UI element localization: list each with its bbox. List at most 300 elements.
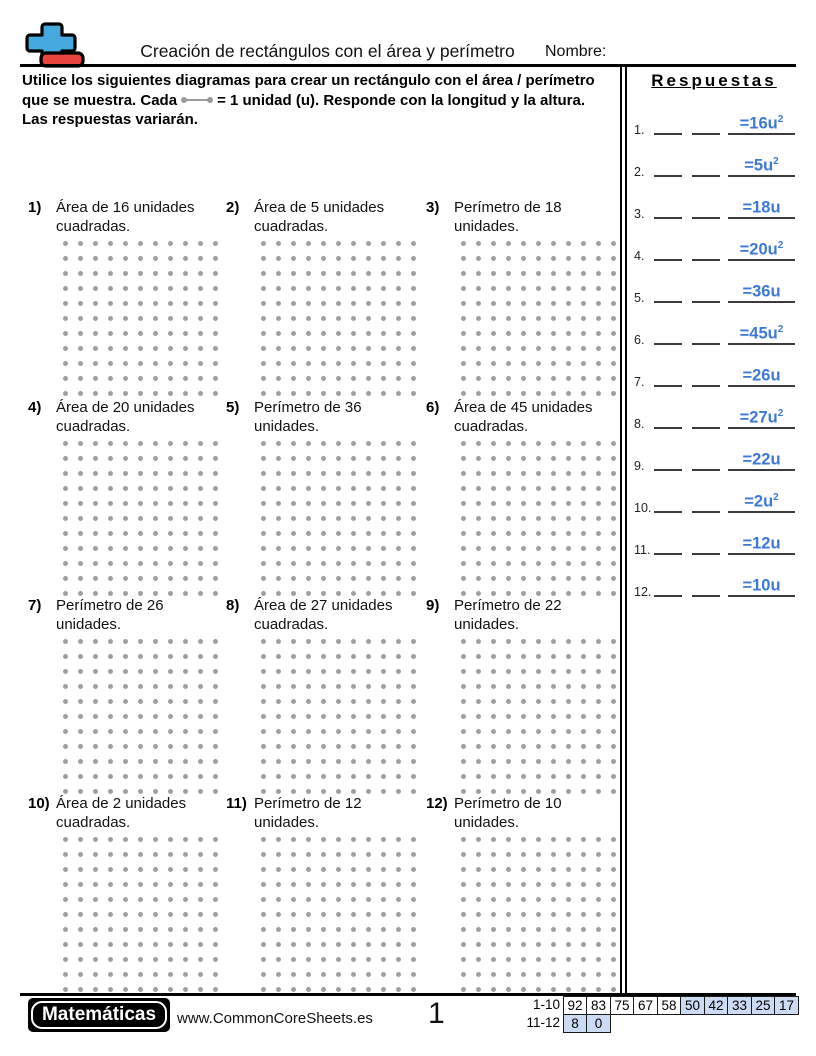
grid-dot bbox=[551, 639, 556, 644]
answer-blank-height[interactable] bbox=[692, 175, 720, 177]
grid-dot bbox=[566, 456, 571, 461]
website-link[interactable]: www.CommonCoreSheets.es bbox=[177, 1010, 373, 1027]
grid-dot bbox=[411, 927, 416, 932]
grid-dot bbox=[566, 957, 571, 962]
grid-dot bbox=[78, 486, 83, 491]
grid-dot bbox=[183, 286, 188, 291]
grid-dot bbox=[63, 654, 68, 659]
grid-dot bbox=[336, 942, 341, 947]
grid-dot bbox=[491, 957, 496, 962]
grid-dot bbox=[168, 759, 173, 764]
answer-blank-height[interactable] bbox=[692, 217, 720, 219]
grid-dot bbox=[153, 744, 158, 749]
answer-blank-height[interactable] bbox=[692, 595, 720, 597]
answer-blank-length[interactable] bbox=[654, 511, 682, 513]
grid-dot bbox=[521, 546, 526, 551]
grid-dot bbox=[306, 942, 311, 947]
grid-dot bbox=[381, 729, 386, 734]
grid-dot bbox=[491, 241, 496, 246]
grid-dot bbox=[108, 639, 113, 644]
grid-dot bbox=[123, 729, 128, 734]
grid-dot bbox=[566, 241, 571, 246]
grid-dot bbox=[476, 774, 481, 779]
grid-dot bbox=[336, 774, 341, 779]
dot-grid[interactable] bbox=[58, 436, 223, 601]
answer-value: =22u bbox=[742, 450, 781, 468]
answer-blank-length[interactable] bbox=[654, 343, 682, 345]
answer-blank-height[interactable] bbox=[692, 427, 720, 429]
grid-dot bbox=[321, 316, 326, 321]
answer-blank-result[interactable] bbox=[728, 195, 795, 220]
grid-dot bbox=[213, 346, 218, 351]
grid-dot bbox=[366, 546, 371, 551]
grid-dot bbox=[138, 501, 143, 506]
problem-number: 11) bbox=[226, 795, 247, 812]
grid-dot bbox=[396, 516, 401, 521]
grid-dot bbox=[78, 897, 83, 902]
grid-dot bbox=[138, 714, 143, 719]
grid-dot bbox=[138, 361, 143, 366]
grid-dot bbox=[213, 927, 218, 932]
grid-dot bbox=[411, 987, 416, 992]
answer-blank-result[interactable] bbox=[728, 405, 795, 430]
grid-dot bbox=[476, 316, 481, 321]
grid-dot bbox=[153, 987, 158, 992]
grid-dot bbox=[521, 744, 526, 749]
grid-dot bbox=[611, 957, 616, 962]
grid-dot bbox=[366, 684, 371, 689]
grid-dot bbox=[551, 286, 556, 291]
grid-dot bbox=[213, 639, 218, 644]
grid-dot bbox=[291, 471, 296, 476]
answer-blank-result[interactable] bbox=[728, 447, 795, 472]
page-number: 1 bbox=[428, 997, 445, 1030]
grid-dot bbox=[491, 699, 496, 704]
grid-dot bbox=[261, 441, 266, 446]
grid-dot bbox=[411, 301, 416, 306]
grid-dot bbox=[213, 471, 218, 476]
grid-dot bbox=[321, 501, 326, 506]
grid-dot bbox=[351, 927, 356, 932]
dot-grid[interactable] bbox=[256, 236, 421, 401]
answer-blank-height[interactable] bbox=[692, 553, 720, 555]
answer-blank-length[interactable] bbox=[654, 427, 682, 429]
grid-dot bbox=[491, 471, 496, 476]
grid-dot bbox=[476, 346, 481, 351]
grid-dot bbox=[521, 271, 526, 276]
grid-dot bbox=[138, 286, 143, 291]
grid-dot bbox=[123, 927, 128, 932]
grid-dot bbox=[536, 391, 541, 396]
grid-dot bbox=[381, 867, 386, 872]
grid-dot bbox=[93, 256, 98, 261]
grid-dot bbox=[276, 852, 281, 857]
grid-dot bbox=[351, 286, 356, 291]
grid-dot bbox=[566, 576, 571, 581]
grid-dot bbox=[566, 501, 571, 506]
problem-text: Perímetro de 18 unidades. bbox=[454, 199, 562, 235]
grid-dot bbox=[321, 714, 326, 719]
dot-grid[interactable] bbox=[456, 634, 621, 799]
grid-dot bbox=[138, 729, 143, 734]
grid-dot bbox=[366, 516, 371, 521]
grid-dot bbox=[381, 456, 386, 461]
answer-blank-height[interactable] bbox=[692, 385, 720, 387]
grid-dot bbox=[476, 546, 481, 551]
grid-dot bbox=[536, 852, 541, 857]
answer-number: 9. bbox=[634, 459, 645, 473]
grid-dot bbox=[336, 316, 341, 321]
answer-number: 4. bbox=[634, 249, 645, 263]
grid-dot bbox=[183, 346, 188, 351]
grid-dot bbox=[306, 546, 311, 551]
dot-grid[interactable] bbox=[456, 436, 621, 601]
grid-dot bbox=[351, 441, 356, 446]
grid-dot bbox=[461, 546, 466, 551]
grid-dot bbox=[336, 576, 341, 581]
grid-dot bbox=[506, 456, 511, 461]
grid-dot bbox=[198, 501, 203, 506]
grid-dot bbox=[336, 361, 341, 366]
answer-blank-result[interactable] bbox=[728, 573, 795, 598]
grid-dot bbox=[596, 669, 601, 674]
grid-dot bbox=[366, 256, 371, 261]
grid-dot bbox=[213, 774, 218, 779]
grid-dot bbox=[291, 957, 296, 962]
grid-dot bbox=[261, 684, 266, 689]
answer-blank-result[interactable] bbox=[728, 279, 795, 304]
grid-dot bbox=[461, 957, 466, 962]
grid-dot bbox=[351, 391, 356, 396]
grid-dot bbox=[291, 699, 296, 704]
score-row-label: 11-12 bbox=[526, 1014, 560, 1030]
grid-dot bbox=[291, 546, 296, 551]
dot-grid[interactable] bbox=[256, 436, 421, 601]
grid-dot bbox=[78, 516, 83, 521]
grid-dot bbox=[396, 331, 401, 336]
dot-grid[interactable] bbox=[256, 832, 421, 997]
grid-dot bbox=[183, 729, 188, 734]
answer-blank-length[interactable] bbox=[654, 553, 682, 555]
grid-dot bbox=[366, 271, 371, 276]
grid-dot bbox=[198, 256, 203, 261]
answer-blank-length[interactable] bbox=[654, 595, 682, 597]
answer-blank-height[interactable] bbox=[692, 511, 720, 513]
grid-dot bbox=[336, 684, 341, 689]
grid-dot bbox=[78, 654, 83, 659]
grid-dot bbox=[276, 699, 281, 704]
dot-grid[interactable] bbox=[456, 832, 621, 997]
dot-grid[interactable] bbox=[58, 832, 223, 997]
grid-dot bbox=[198, 942, 203, 947]
grid-dot bbox=[123, 867, 128, 872]
grid-dot bbox=[521, 942, 526, 947]
grid-dot bbox=[321, 957, 326, 962]
grid-dot bbox=[321, 376, 326, 381]
grid-dot bbox=[261, 774, 266, 779]
grid-dot bbox=[351, 576, 356, 581]
grid-dot bbox=[261, 699, 266, 704]
grid-dot bbox=[476, 286, 481, 291]
grid-dot bbox=[521, 376, 526, 381]
grid-dot bbox=[366, 759, 371, 764]
grid-dot bbox=[306, 972, 311, 977]
answer-blank-result[interactable] bbox=[728, 321, 795, 346]
grid-dot bbox=[291, 744, 296, 749]
grid-dot bbox=[168, 256, 173, 261]
grid-dot bbox=[306, 391, 311, 396]
grid-dot bbox=[366, 774, 371, 779]
grid-dot bbox=[78, 714, 83, 719]
answer-blank-length[interactable] bbox=[654, 385, 682, 387]
grid-dot bbox=[108, 486, 113, 491]
grid-dot bbox=[476, 759, 481, 764]
grid-dot bbox=[461, 456, 466, 461]
grid-dot bbox=[351, 654, 356, 659]
grid-dot bbox=[183, 546, 188, 551]
answer-value: $=2u^2$ bbox=[744, 491, 779, 510]
answer-blank-result[interactable] bbox=[728, 489, 795, 514]
answer-value: $=16u^2$ bbox=[739, 113, 784, 132]
grid-dot bbox=[476, 912, 481, 917]
grid-dot bbox=[336, 987, 341, 992]
answer-number: 5. bbox=[634, 291, 645, 305]
answer-blank-height[interactable] bbox=[692, 259, 720, 261]
grid-dot bbox=[276, 241, 281, 246]
grid-dot bbox=[521, 699, 526, 704]
grid-dot bbox=[476, 456, 481, 461]
grid-dot bbox=[276, 714, 281, 719]
grid-dot bbox=[461, 241, 466, 246]
grid-dot bbox=[306, 699, 311, 704]
grid-dot bbox=[366, 957, 371, 962]
grid-dot bbox=[123, 301, 128, 306]
grid-dot bbox=[276, 987, 281, 992]
answer-blank-result[interactable] bbox=[728, 237, 795, 262]
grid-dot bbox=[581, 729, 586, 734]
grid-dot bbox=[108, 669, 113, 674]
grid-dot bbox=[521, 669, 526, 674]
score-row-label: 1-10 bbox=[532, 997, 560, 1012]
dot-grid[interactable] bbox=[456, 236, 621, 401]
grid-dot bbox=[93, 972, 98, 977]
grid-dot bbox=[596, 654, 601, 659]
problem-number: 2) bbox=[226, 199, 240, 216]
answer-blank-length[interactable] bbox=[654, 217, 682, 219]
grid-dot bbox=[581, 837, 586, 842]
grid-dot bbox=[183, 699, 188, 704]
grid-dot bbox=[506, 561, 511, 566]
answer-blank-height[interactable] bbox=[692, 301, 720, 303]
grid-dot bbox=[521, 882, 526, 887]
grid-dot bbox=[566, 516, 571, 521]
grid-dot bbox=[566, 837, 571, 842]
grid-dot bbox=[153, 376, 158, 381]
grid-dot bbox=[63, 486, 68, 491]
grid-dot bbox=[108, 912, 113, 917]
grid-dot bbox=[276, 316, 281, 321]
grid-dot bbox=[596, 867, 601, 872]
grid-dot bbox=[198, 546, 203, 551]
answer-blank-length[interactable] bbox=[654, 175, 682, 177]
grid-dot bbox=[461, 852, 466, 857]
grid-dot bbox=[596, 576, 601, 581]
grid-dot bbox=[491, 744, 496, 749]
grid-dot bbox=[581, 759, 586, 764]
grid-dot bbox=[536, 316, 541, 321]
grid-dot bbox=[291, 927, 296, 932]
answer-blank-length[interactable] bbox=[654, 301, 682, 303]
grid-dot bbox=[551, 471, 556, 476]
brand-badge bbox=[28, 998, 170, 1032]
grid-dot bbox=[138, 927, 143, 932]
grid-dot bbox=[108, 942, 113, 947]
grid-dot bbox=[123, 486, 128, 491]
grid-dot bbox=[123, 669, 128, 674]
grid-dot bbox=[168, 957, 173, 962]
grid-dot bbox=[138, 744, 143, 749]
dot-grid[interactable] bbox=[58, 634, 223, 799]
grid-dot bbox=[183, 912, 188, 917]
answer-blank-result[interactable] bbox=[728, 531, 795, 556]
grid-dot bbox=[321, 561, 326, 566]
grid-dot bbox=[491, 669, 496, 674]
grid-dot bbox=[566, 561, 571, 566]
grid-dot bbox=[306, 867, 311, 872]
grid-dot bbox=[183, 942, 188, 947]
grid-dot bbox=[78, 271, 83, 276]
answer-blank-result[interactable] bbox=[728, 153, 795, 178]
grid-dot bbox=[411, 376, 416, 381]
grid-dot bbox=[321, 897, 326, 902]
grid-dot bbox=[93, 987, 98, 992]
grid-dot bbox=[461, 316, 466, 321]
grid-dot bbox=[506, 241, 511, 246]
answer-blank-result[interactable] bbox=[728, 363, 795, 388]
grid-dot bbox=[536, 271, 541, 276]
grid-dot bbox=[611, 531, 616, 536]
grid-dot bbox=[611, 576, 616, 581]
grid-dot bbox=[491, 441, 496, 446]
grid-dot bbox=[506, 774, 511, 779]
grid-dot bbox=[168, 471, 173, 476]
grid-dot bbox=[261, 957, 266, 962]
grid-dot bbox=[351, 699, 356, 704]
grid-dot bbox=[153, 546, 158, 551]
answer-blank-height[interactable] bbox=[692, 469, 720, 471]
grid-dot bbox=[491, 486, 496, 491]
grid-dot bbox=[291, 774, 296, 779]
answer-value: =10u bbox=[742, 576, 781, 594]
problem-number: 1) bbox=[28, 199, 42, 216]
grid-dot bbox=[153, 391, 158, 396]
grid-dot bbox=[396, 897, 401, 902]
grid-dot bbox=[491, 456, 496, 461]
grid-dot bbox=[78, 531, 83, 536]
page-title: Creación de rectángulos con el área y perímetro bbox=[140, 41, 515, 61]
answer-blank-length[interactable] bbox=[654, 259, 682, 261]
grid-dot bbox=[461, 897, 466, 902]
answer-row bbox=[632, 569, 796, 601]
grid-dot bbox=[351, 729, 356, 734]
grid-dot bbox=[168, 286, 173, 291]
grid-dot bbox=[596, 837, 601, 842]
grid-dot bbox=[611, 684, 616, 689]
grid-dot bbox=[566, 882, 571, 887]
grid-dot bbox=[93, 561, 98, 566]
grid-dot bbox=[78, 987, 83, 992]
grid-dot bbox=[506, 729, 511, 734]
grid-dot bbox=[261, 942, 266, 947]
grid-dot bbox=[321, 987, 326, 992]
grid-dot bbox=[336, 561, 341, 566]
answer-blank-length[interactable] bbox=[654, 133, 682, 135]
grid-dot bbox=[581, 684, 586, 689]
problem-text: Área de 5 unidades cuadradas. bbox=[254, 199, 385, 235]
answer-blank-height[interactable] bbox=[692, 343, 720, 345]
grid-dot bbox=[306, 987, 311, 992]
grid-dot bbox=[93, 441, 98, 446]
grid-dot bbox=[306, 441, 311, 446]
grid-dot bbox=[521, 391, 526, 396]
grid-dot bbox=[198, 271, 203, 276]
grid-dot bbox=[611, 669, 616, 674]
grid-dot bbox=[611, 241, 616, 246]
grid-dot bbox=[213, 301, 218, 306]
answer-blank-length[interactable] bbox=[654, 469, 682, 471]
answer-row bbox=[632, 191, 796, 223]
grid-dot bbox=[276, 456, 281, 461]
grid-dot bbox=[566, 361, 571, 366]
grid-dot bbox=[93, 376, 98, 381]
grid-dot bbox=[551, 441, 556, 446]
dot-grid[interactable] bbox=[256, 634, 421, 799]
grid-dot bbox=[261, 576, 266, 581]
grid-dot bbox=[461, 774, 466, 779]
grid-dot bbox=[336, 699, 341, 704]
grid-dot bbox=[396, 714, 401, 719]
grid-dot bbox=[153, 912, 158, 917]
grid-dot bbox=[183, 852, 188, 857]
grid-dot bbox=[183, 987, 188, 992]
grid-dot bbox=[536, 669, 541, 674]
grid-dot bbox=[198, 729, 203, 734]
grid-dot bbox=[491, 867, 496, 872]
grid-dot bbox=[506, 331, 511, 336]
grid-dot bbox=[63, 882, 68, 887]
answer-blank-result[interactable] bbox=[728, 111, 795, 136]
grid-dot bbox=[581, 576, 586, 581]
grid-dot bbox=[566, 331, 571, 336]
grid-dot bbox=[321, 744, 326, 749]
grid-dot bbox=[461, 714, 466, 719]
grid-dot bbox=[611, 852, 616, 857]
grid-dot bbox=[336, 456, 341, 461]
grid-dot bbox=[291, 516, 296, 521]
grid-dot bbox=[78, 316, 83, 321]
grid-dot bbox=[521, 316, 526, 321]
grid-dot bbox=[411, 837, 416, 842]
grid-dot bbox=[411, 561, 416, 566]
grid-dot bbox=[168, 699, 173, 704]
grid-dot bbox=[108, 376, 113, 381]
grid-dot bbox=[213, 576, 218, 581]
grid-dot bbox=[198, 391, 203, 396]
grid-dot bbox=[611, 774, 616, 779]
dot-grid[interactable] bbox=[58, 236, 223, 401]
answer-blank-height[interactable] bbox=[692, 133, 720, 135]
grid-dot bbox=[168, 271, 173, 276]
